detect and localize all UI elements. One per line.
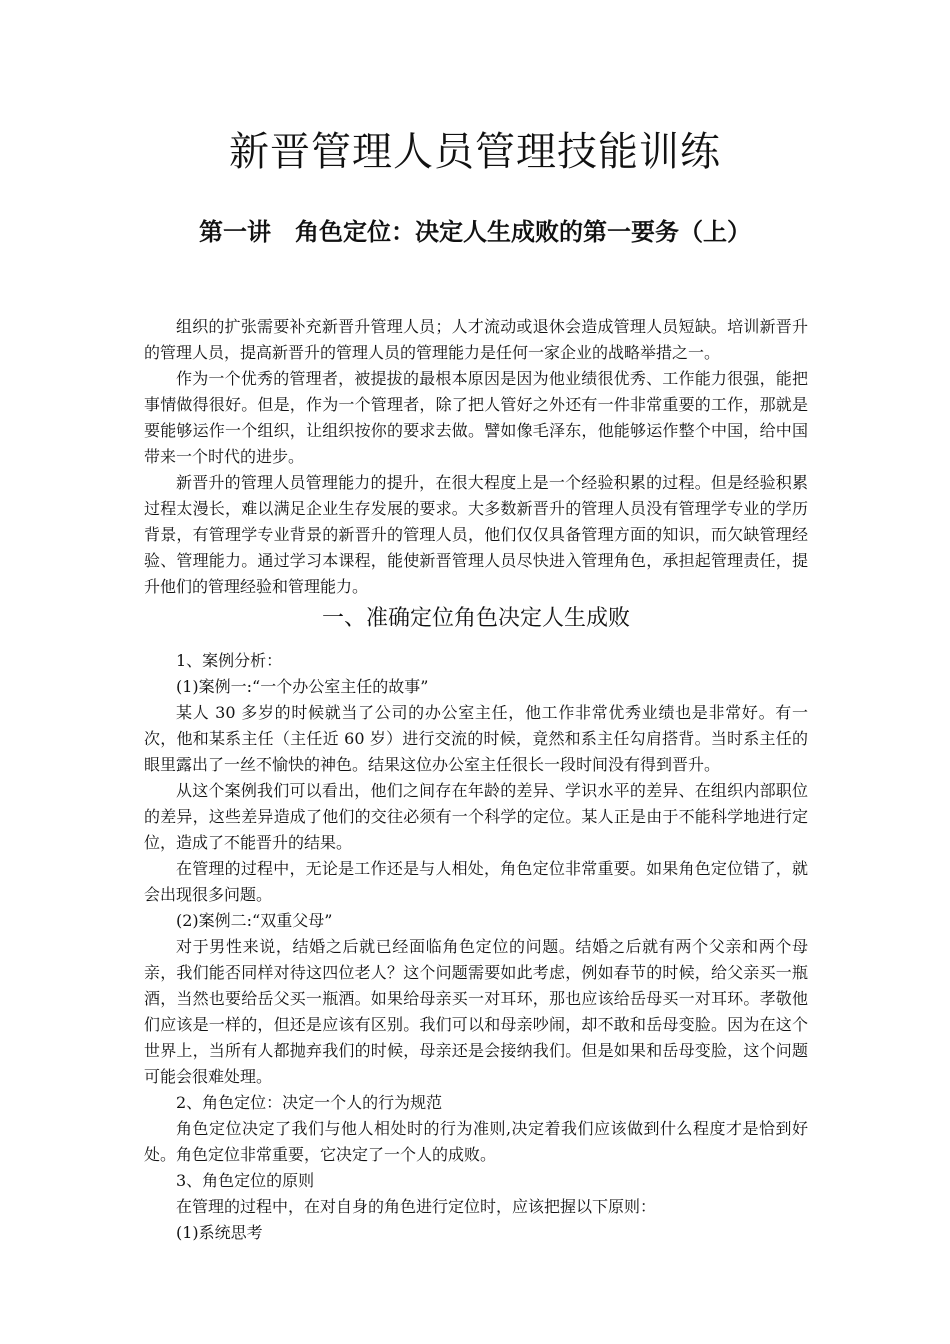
document-title: 新晋管理人员管理技能训练 (229, 129, 721, 175)
principles-heading: 3、角色定位的原则 (176, 1171, 315, 1190)
intro-paragraph-2: 作为一个优秀的管理者，被提拔的最根本原因是因为他业绩很优秀、工作能力很强，能把事情做得很好。但是，作为一个管理者，除了把人管好之外还有一件非常重要的工作，那就是要能够运作一个组织，让组织按你的要求去做。譬如像毛泽东，他能够运作整个中国，给中国带来一个时代的进步。 (144, 369, 808, 466)
intro-paragraph-1: 组织的扩张需要补充新晋升管理人员；人才流动或退休会造成管理人员短缺。培训新晋升的管理人员，提高新晋升的管理人员的管理能力是任何一家企业的战略举措之一。 (144, 317, 808, 362)
role-positioning-heading: 2、角色定位：决定一个人的行为规范 (176, 1093, 443, 1112)
case-analysis-label: 1、案例分析： (176, 651, 283, 670)
principle-1: (1)系统思考 (176, 1223, 263, 1242)
section-heading: 一、准确定位角色决定人生成败 (321, 606, 630, 631)
case-one-analysis: 从这个案例我们可以看出，他们之间存在年龄的差异、学识水平的差异、在组织内部职位的差异，这些差异造成了他们的交往必须有一个科学的定位。某人正是由于不能科学地进行定位，造成了不能晋升的结果。 (144, 781, 808, 852)
case-one-title: (1)案例一:“一个办公室主任的故事” (176, 677, 429, 696)
case-two-text: 对于男性来说，结婚之后就已经面临角色定位的问题。结婚之后就有两个父亲和两个母亲，我们能否同样对待这四位老人？这个问题需要如此考虑，例如春节的时候，给父亲买一瓶酒，当然也要给岳父买一瓶酒。如果给母亲买一对耳环，那也应该给岳母买一对耳环。孝敬他们应该是一样的，但还是应该有区别。我们可以和母亲吵闹，却不敢和岳母变脸。因为在这个世界上，当所有人都抛弃我们的时候，母亲还是会接纳我们。但是如果和岳母变脸，这个问题可能会很难处理。 (144, 937, 808, 1086)
case-one-conclusion: 在管理的过程中，无论是工作还是与人相处，角色定位非常重要。如果角色定位错了，就会出现很多问题。 (144, 859, 808, 904)
principles-intro: 在管理的过程中，在对自身的角色进行定位时，应该把握以下原则： (176, 1197, 657, 1216)
case-one-text: 某人 30 多岁的时候就当了公司的办公室主任，他工作非常优秀业绩也是非常好。有一次，他和某系主任（主任近 60 岁）进行交流的时候，竟然和系主任勾肩搭背。当时系主任的眼里露出了一丝不愉快的神色。结果这位办公室主任很长一段时间没有得到晋升。 (144, 703, 808, 774)
document-body (144, 314, 808, 1246)
case-two-title: (2)案例二:“双重父母” (176, 911, 333, 930)
role-positioning-text: 角色定位决定了我们与他人相处时的行为准则,决定着我们应该做到什么程度才是恰到好处。角色定位非常重要，它决定了一个人的成败。 (144, 1119, 808, 1164)
lecture-subtitle: 第一讲 角色定位：决定人生成败的第一要务（上） (199, 218, 751, 246)
intro-paragraph-3: 新晋升的管理人员管理能力的提升，在很大程度上是一个经验积累的过程。但是经验积累过程太漫长，难以满足企业生存发展的要求。大多数新晋升的管理人员没有管理学专业的学历背景，有管理学专业背景的新晋升的管理人员，他们仅仅具备管理方面的知识，而欠缺管理经验、管理能力。通过学习本课程，能使新晋管理人员尽快进入管理角色，承担起管理责任，提升他们的管理经验和管理能力。 (144, 473, 808, 596)
